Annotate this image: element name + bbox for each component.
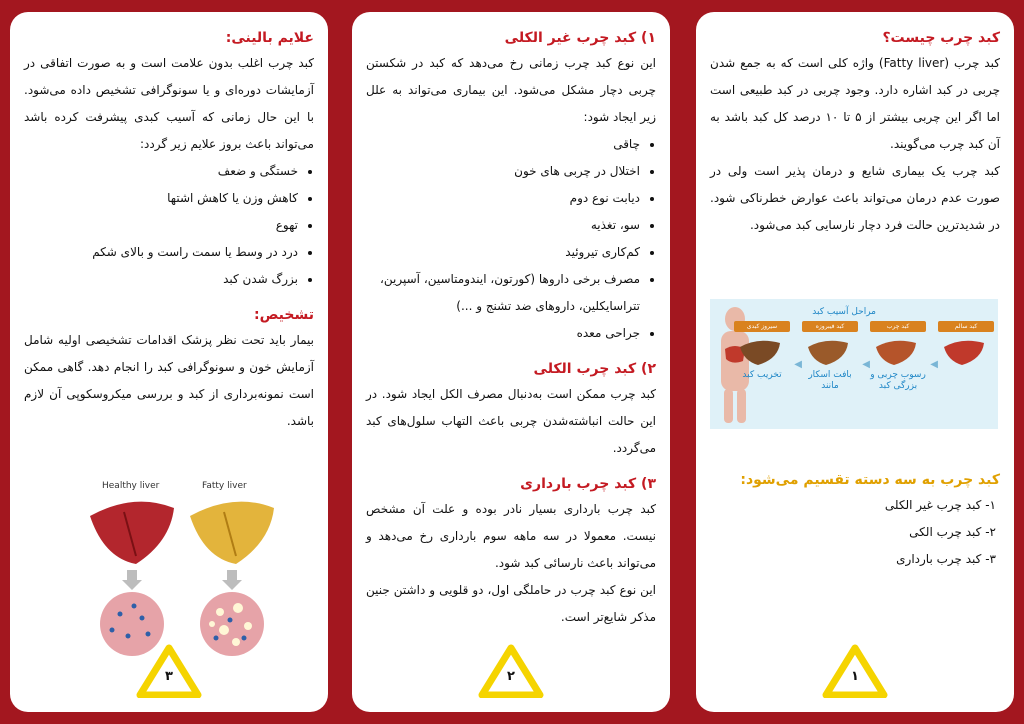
list-item: • کم‌کاری تیروئید (366, 239, 640, 266)
list-item: • درد در وسط یا سمت راست و بالای شکم (24, 239, 298, 266)
liver-damage-stages-image (710, 299, 998, 429)
panel-page-1 (696, 12, 1014, 712)
stage-chip: کبد فیبروزه (802, 321, 858, 332)
alcoholic-title: ۲) کبد چرب الکلی (533, 361, 656, 377)
stage-chip: سیروز کبدی (734, 321, 790, 332)
cirrhosis-liver-icon (738, 337, 782, 367)
stage-caption: رسوب چربی و بزرگی کبد (870, 370, 926, 391)
types-section (710, 468, 1000, 573)
list-item: • تهوع (24, 212, 298, 239)
healthy-liver-icon (942, 337, 986, 367)
pregnancy-title: ۳) کبد چرب بارداری (520, 476, 656, 492)
panel-3-content (24, 26, 314, 435)
panel-2-content (366, 26, 656, 631)
list-item: • مصرف برخی داروها (کورتون، ایندومتاسین، آسپرین، تتراسایکلین، داروهای ضد تشنج و ...) (366, 266, 640, 320)
types-title: کبد چرب به سه دسته تقسیم می‌شود: (740, 472, 1000, 488)
stage-caption: بافت اسکار مانند (808, 370, 852, 391)
types-list (710, 492, 1000, 573)
stage-chip: کبد چرب (870, 321, 926, 332)
stage-chip: کبد سالم (938, 321, 994, 332)
healthy-liver-label: Healthy liver (102, 481, 160, 491)
nonalcoholic-title: ۱) کبد چرب غیر الکلی (504, 30, 656, 46)
list-item: • دیابت نوع دوم (366, 185, 640, 212)
diagnosis-paragraph: بیمار باید تحت نظر پزشک اقدامات تشخیصی اولیه شامل آزمایش خون و سونوگرافی کبد را انجام دهد. گاهی ممکن است نمونه‌برداری از کبد و بررسی میکروسکوپی آن لازم باشد. (24, 333, 314, 428)
panel-page-2 (352, 12, 670, 712)
healthy-vs-fatty-liver-image (24, 478, 312, 658)
page-number: ۲ (507, 669, 515, 684)
stages-title: مراحل آسیب کبد (812, 307, 876, 317)
arrow-left-icon: ◀ (794, 359, 802, 370)
arrow-left-icon: ◀ (862, 359, 870, 370)
nonalcoholic-paragraph: این نوع کبد چرب زمانی رخ می‌دهد که کبد در شکستن چربی دچار مشکل می‌شود. این بیماری می‌تواند به علل زیر ایجاد شود: (366, 56, 656, 124)
list-item: ۳- کبد چرب بارداری (896, 552, 996, 566)
diagnosis-title: تشخیص: (253, 307, 314, 323)
panel-page-3 (10, 12, 328, 712)
list-item: • کاهش وزن یا کاهش اشتها (24, 185, 298, 212)
symptoms-list (24, 158, 314, 293)
page-number: ۳ (165, 669, 173, 684)
fatty-liver-icon (874, 337, 918, 367)
pregnancy-paragraph-1: کبد چرب بارداری بسیار نادر بوده و علت آن مشخص نیست. معمولا در سه ماهه سوم بارداری رخ می‌دهد و می‌تواند باعث نارسائی کبد شود. (366, 502, 656, 570)
fatty-liver-label: Fatty liver (202, 481, 247, 491)
page-number-badge (822, 644, 888, 698)
list-item: • جراحی معده (366, 320, 640, 347)
alcoholic-paragraph: کبد چرب ممکن است به‌دنبال مصرف الکل ایجاد شود. در این حالت انباشته‌شدن چربی باعث التهاب سلول‌های کبد می‌گردد. (366, 387, 656, 455)
arrow-left-icon: ◀ (930, 359, 938, 370)
symptoms-paragraph: کبد چرب اغلب بدون علامت است و به صورت اتفاقی در آزمایشات دوره‌ای و یا سونوگرافی تشخیص داده می‌شود. با این حال زمانی که آسیب کبدی پیشرفت کرده باشد می‌تواند باعث بروز علایم زیر گردد: (24, 56, 314, 151)
list-item: • اختلال در چربی های خون (366, 158, 640, 185)
page-number: ۱ (851, 669, 859, 684)
stage-caption: تخریب کبد (742, 370, 782, 380)
what-is-fatty-liver-title: کبد چرب چیست؟ (882, 30, 1000, 46)
symptoms-title: علایم بالینی: (225, 30, 314, 46)
risk-paragraph: کبد چرب یک بیماری شایع و درمان پذیر است ولی در صورت عدم درمان می‌تواند باعث عوارض خطرناکی شود. در شدیدترین حالت فرد دچار نارسایی کبد می‌شود. (710, 164, 1000, 232)
liver-comparison-icon (24, 478, 312, 658)
intro-paragraph: کبد چرب (Fatty liver) واژه کلی است که به جمع شدن چربی در کبد اشاره دارد. وجود چربی در کبد طبیعی است اما اگر این چربی بیشتر از ۵ تا ۱۰ درصد کل کبد باشد به آن کبد چرب می‌گویند. (710, 56, 1001, 151)
page-number-badge (478, 644, 544, 698)
fibrosis-liver-icon (806, 337, 850, 367)
causes-list (366, 131, 656, 347)
list-item: ۲- کبد چرب الکی (909, 525, 996, 539)
list-item: • سو، تغذیه (366, 212, 640, 239)
page-number-badge (136, 644, 202, 698)
panel-1-content (710, 26, 1000, 239)
list-item: • بزرگ شدن کبد (24, 266, 298, 293)
list-item: • خستگی و ضعف (24, 158, 298, 185)
list-item: ۱- کبد چرب غیر الکلی (884, 498, 996, 512)
list-item: • چاقی (366, 131, 640, 158)
pregnancy-paragraph-2: این نوع کبد چرب در حاملگی اول، دو قلویی و داشتن جنین مذکر شایع‌تر است. (366, 583, 656, 624)
